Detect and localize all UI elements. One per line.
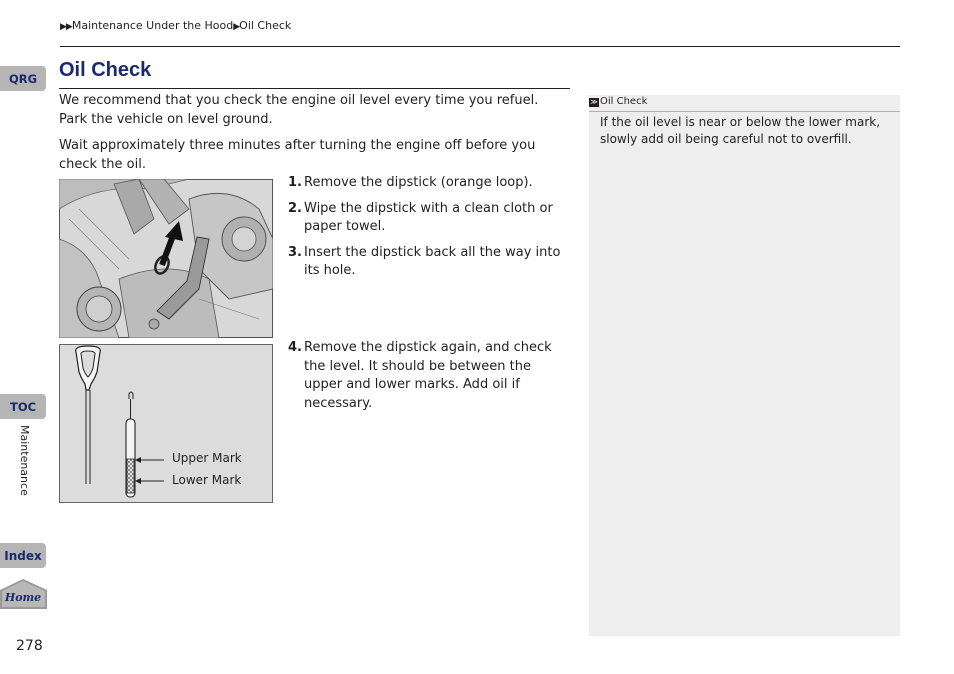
intro-line-2: Park the vehicle on level ground. — [59, 111, 273, 127]
dipstick-marks-illustration — [59, 344, 273, 503]
upper-mark-label: Upper Mark — [172, 451, 242, 465]
lower-mark-label: Lower Mark — [172, 473, 242, 487]
breadcrumb-parent-link[interactable]: Maintenance Under the Hood — [71, 19, 234, 32]
page-number: 278 — [16, 638, 43, 654]
home-label: Home — [4, 591, 42, 604]
side-note-heading: Oil Check — [600, 96, 648, 107]
wait-paragraph: Wait approximately three minutes after turning the engine off before you check the oil. — [59, 138, 536, 172]
engine-dipstick-illustration — [59, 179, 273, 338]
reference-icon: ≫ — [590, 98, 598, 106]
title-divider — [59, 88, 570, 89]
home-icon — [0, 578, 47, 610]
side-note — [589, 95, 900, 636]
index-tab[interactable]: Index — [0, 543, 46, 568]
step-text: Wipe the dipstick with a clean cloth or paper towel. — [304, 200, 553, 234]
step-item — [288, 244, 570, 281]
step-text: Insert the dipstick back all the way into its hole. — [304, 244, 561, 278]
step-text: Remove the dipstick again, and check the level. It should be between the upper and lower marks. Add oil if necessary. — [304, 340, 552, 411]
breadcrumb-separator-icon: ▶ — [233, 22, 240, 32]
header-divider — [60, 46, 900, 47]
step-item — [288, 339, 570, 413]
step-number: 4. — [288, 340, 302, 355]
step-number: 1. — [288, 175, 302, 190]
step-number: 3. — [288, 244, 302, 260]
breadcrumb — [60, 19, 291, 32]
intro-line-1: We recommend that you check the engine oil level every time you refuel. — [59, 93, 539, 108]
breadcrumb-current: Oil Check — [239, 19, 292, 32]
step-list-second — [288, 339, 570, 420]
section-side-label: Maintenance — [18, 425, 31, 496]
page-title: Oil Check — [59, 59, 152, 81]
step-item — [288, 174, 570, 193]
step-list-first — [288, 174, 570, 288]
step-item — [288, 200, 570, 237]
toc-tab[interactable]: TOC — [0, 394, 46, 419]
step-number: 2. — [288, 200, 302, 216]
step-text: Remove the dipstick (orange loop). — [304, 175, 533, 190]
side-note-body: If the oil level is near or below the lower mark, slowly add oil being careful not to overfill. — [600, 115, 881, 146]
intro-paragraph — [59, 92, 571, 129]
home-button[interactable] — [0, 578, 47, 610]
side-note-header — [589, 95, 900, 112]
breadcrumb-arrow-icon: ▶▶ — [60, 22, 72, 32]
qrg-tab[interactable]: QRG — [0, 66, 46, 91]
